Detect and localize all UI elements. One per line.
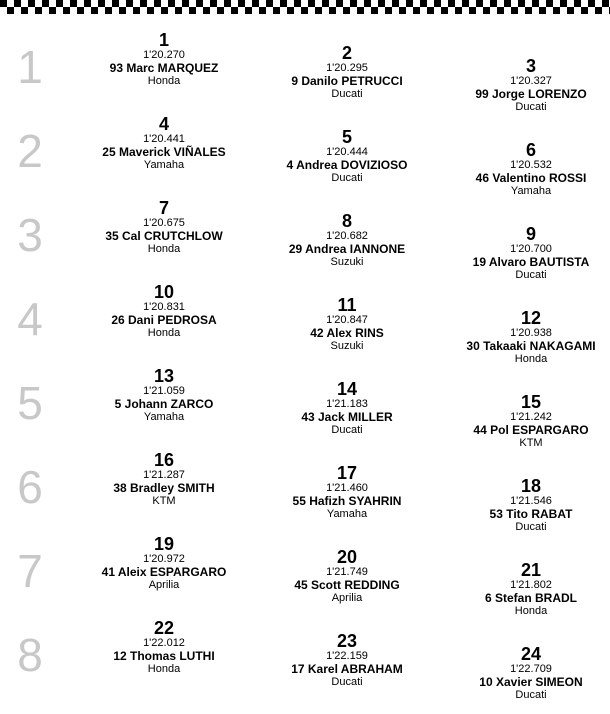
lap-time: 1'20.831 [143,301,185,313]
grid-slot [272,632,422,688]
rider-name: 43 Jack MILLER [301,410,393,424]
rider-name: 45 Scott REDDING [294,578,400,592]
grid-row-number: 7 [17,545,43,597]
team-name: Ducati [515,521,547,533]
team-name: Yamaha [143,411,185,423]
lap-time: 1'21.460 [326,482,368,494]
grid-position: 17 [336,463,358,483]
rider-name: 5 Johann ZARCO [114,397,214,411]
team-name: Yamaha [326,508,368,520]
team-name: Honda [514,605,548,617]
rider-name: 12 Thomas LUTHI [113,649,215,663]
lap-time: 1'20.441 [143,133,185,145]
grid-position: 14 [336,379,358,399]
grid-slot [272,296,422,352]
grid-position: 9 [525,224,536,244]
lap-time: 1'21.802 [510,579,552,591]
team-name: Aprilia [148,579,180,591]
rider-name: 30 Takaaki NAKAGAMI [466,339,596,353]
grid-position: 4 [158,114,169,134]
rider-name: 10 Xavier SIMEON [479,675,583,689]
team-name: Ducati [515,689,547,701]
grid-position: 10 [153,282,175,302]
grid-position: 8 [341,211,352,231]
lap-time: 1'22.012 [143,637,185,649]
team-name: Yamaha [143,159,185,171]
grid-position: 16 [153,450,175,470]
lap-time: 1'20.270 [143,49,185,61]
grid-position: 22 [153,618,175,638]
grid-row-number: 3 [17,209,43,261]
grid-position: 6 [525,140,536,160]
grid-slot [89,115,239,171]
rider-name: 42 Alex RINS [310,326,384,340]
lap-time: 1'22.709 [510,663,552,675]
checkered-flag-banner [0,0,610,14]
rider-name: 6 Stefan BRADL [484,591,577,605]
lap-time: 1'20.327 [510,75,552,87]
grid-position: 5 [341,127,352,147]
team-name: KTM [152,495,176,507]
rider-name: 53 Tito RABAT [489,507,573,521]
grid-row-number: 2 [17,125,43,177]
grid-slot [456,309,606,365]
grid-slot [272,44,422,100]
rider-name: 9 Danilo PETRUCCI [291,74,403,88]
rider-name: 93 Marc MARQUEZ [109,61,219,75]
grid-position: 1 [158,30,169,50]
grid-slot [89,199,239,255]
lap-time: 1'21.242 [510,411,552,423]
rider-name: 38 Bradley SMITH [113,481,215,495]
lap-time: 1'20.972 [143,553,185,565]
team-name: KTM [519,437,543,449]
grid-slot [272,464,422,520]
grid-slot [456,561,606,617]
grid-slot [456,477,606,533]
rider-name: 99 Jorge LORENZO [475,87,587,101]
team-name: Honda [514,353,548,365]
grid-slot [456,57,606,113]
lap-time: 1'21.546 [510,495,552,507]
grid-position: 21 [520,560,542,580]
lap-time: 1'21.059 [143,385,185,397]
grid-position: 23 [336,631,358,651]
rider-name: 41 Aleix ESPARGARO [101,565,227,579]
lap-time: 1'21.749 [326,566,368,578]
grid-slot [272,128,422,184]
team-name: Suzuki [330,256,364,268]
team-name: Honda [147,243,181,255]
team-name: Suzuki [330,340,364,352]
rider-name: 46 Valentino ROSSI [475,171,587,185]
rider-name: 26 Dani PEDROSA [111,313,217,327]
lap-time: 1'20.938 [510,327,552,339]
rider-name: 17 Karel ABRAHAM [291,662,403,676]
grid-position: 11 [337,295,357,315]
grid-row-number: 8 [17,629,43,681]
lap-time: 1'21.287 [143,469,185,481]
rider-name: 55 Hafizh SYAHRIN [292,494,402,508]
team-name: Ducati [515,101,547,113]
grid-position: 24 [520,644,542,664]
grid-position: 15 [520,392,542,412]
team-name: Ducati [331,424,363,436]
grid-slot [89,451,239,507]
grid-row-number: 1 [17,41,43,93]
grid-slot [89,619,239,675]
grid-slot [272,548,422,604]
team-name: Aprilia [331,592,363,604]
grid-slot [456,645,606,701]
grid-position: 19 [153,534,175,554]
team-name: Honda [147,663,181,675]
lap-time: 1'20.682 [326,230,368,242]
lap-time: 1'20.532 [510,159,552,171]
rider-name: 25 Maverick VIÑALES [102,145,226,159]
lap-time: 1'20.675 [143,217,185,229]
team-name: Ducati [331,676,363,688]
team-name: Ducati [331,172,363,184]
grid-slot [456,141,606,197]
lap-time: 1'20.444 [326,146,368,158]
grid-slot [456,393,606,449]
grid-position: 12 [520,308,542,328]
team-name: Honda [147,327,181,339]
rider-name: 44 Pol ESPARGARO [473,423,589,437]
team-name: Ducati [515,269,547,281]
team-name: Honda [147,75,181,87]
grid-slot [272,212,422,268]
lap-time: 1'20.700 [510,243,552,255]
rider-name: 19 Alvaro BAUTISTA [472,255,590,269]
team-name: Ducati [331,88,363,100]
grid-position: 3 [525,56,536,76]
rider-name: 4 Andrea DOVIZIOSO [286,158,408,172]
grid-position: 2 [341,43,352,63]
lap-time: 1'20.847 [326,314,368,326]
grid-position: 20 [336,547,358,567]
lap-time: 1'20.295 [326,62,368,74]
grid-slot [89,31,239,87]
lap-time: 1'22.159 [326,650,368,662]
team-name: Yamaha [510,185,552,197]
rider-name: 29 Andrea IANNONE [288,242,406,256]
grid-slot [89,535,239,591]
grid-position: 13 [153,366,175,386]
grid-position: 18 [520,476,542,496]
grid-position: 7 [158,198,169,218]
grid-slot [89,283,239,339]
grid-row-number: 5 [17,377,43,429]
grid-slot [89,367,239,423]
rider-name: 35 Cal CRUTCHLOW [105,229,223,243]
grid-slot [456,225,606,281]
grid-row-number: 6 [17,461,43,513]
grid-row-number: 4 [17,293,43,345]
lap-time: 1'21.183 [326,398,368,410]
grid-slot [272,380,422,436]
